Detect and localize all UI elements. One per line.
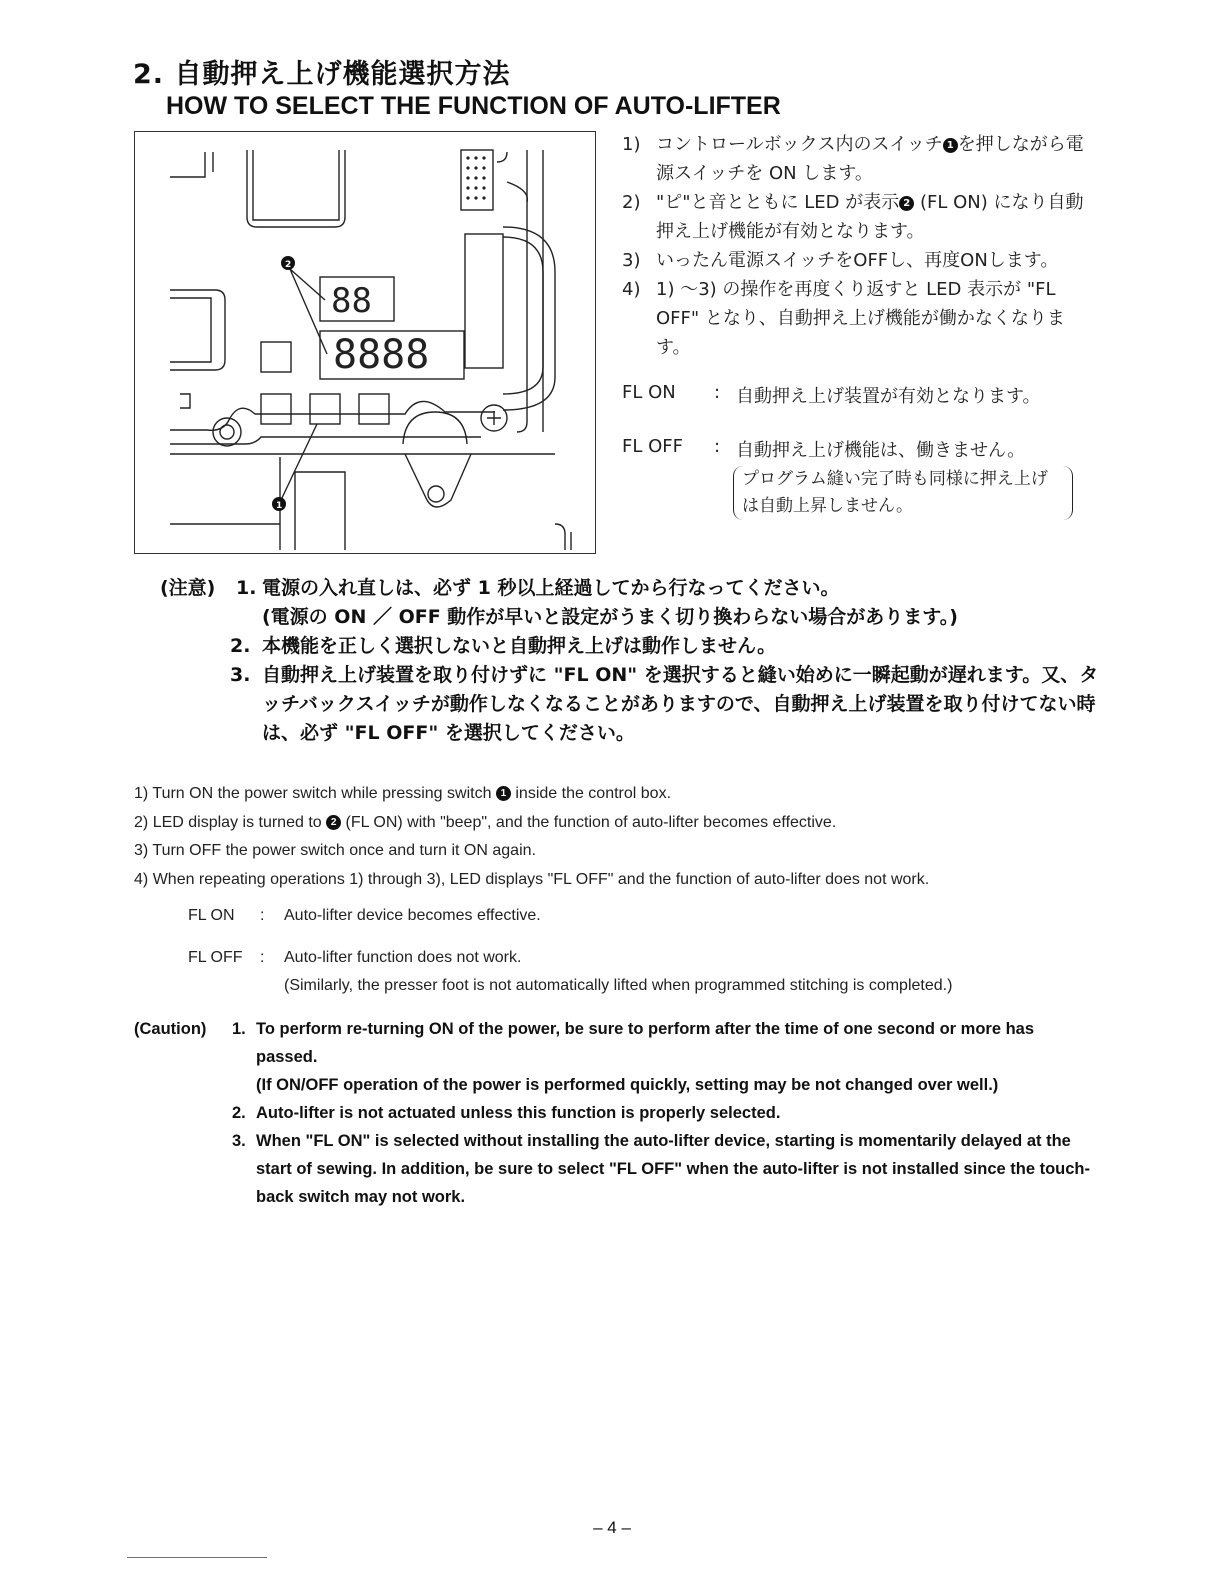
en-fl-off-sep: :	[260, 949, 265, 966]
switch-1-badge: 1	[943, 138, 958, 153]
jp-caution-item: (電源の ON ／ OFF 動作が早いと設定がうまく切り換わらない場合があります。)	[262, 606, 958, 628]
page-title-jp: 2. 自動押え上げ機能選択方法	[133, 59, 511, 90]
jp-step	[622, 246, 1092, 275]
control-box-diagram	[135, 132, 595, 553]
jp-fl-off-key: FL OFF	[622, 436, 683, 457]
jp-step-num: 3)	[622, 250, 641, 271]
en-caution-item: (If ON/OFF operation of the power is performed quickly, setting may be not changed over well.)	[256, 1076, 999, 1094]
page-number: – 4 –	[593, 1518, 631, 1537]
jp-caution-block	[160, 574, 1120, 748]
jp-fl-on-key: FL ON	[622, 382, 676, 403]
en-fl-off-note: (Similarly, the presser foot is not automatically lifted when programmed stitching is completed.)	[284, 977, 953, 994]
en-step: 4) When repeating operations 1) through 3), LED displays "FL OFF" and the function of auto-lifter does not work.	[134, 870, 930, 888]
page-title-en: HOW TO SELECT THE FUNCTION OF AUTO-LIFTER	[166, 92, 781, 120]
jp-fl-on-row	[622, 382, 1092, 408]
jp-fl-on-value: 自動押え上げ装置が有効となります。	[736, 386, 1041, 407]
led-2-badge: 2	[899, 196, 914, 211]
en-caution-item: 3. When "FL ON" is selected without installing the auto-lifter device, starting is momentarily delayed at the start of sewing. In addition, be sure to select "FL OFF" when the auto-lifter is not installed since the touch-back switch may not work.	[232, 1132, 1091, 1206]
en-caution-block	[134, 1015, 1104, 1211]
en-fl-on-key: FL ON	[188, 907, 235, 924]
en-caution-label: (Caution)	[134, 1020, 207, 1038]
jp-steps-list	[622, 130, 1092, 362]
jp-fl-off-sep: :	[714, 436, 721, 457]
footer-divider	[127, 1557, 267, 1558]
jp-caution-item: (注意) 1. 電源の入れ直しは、必ず 1 秒以上経過してから行なってください。	[160, 574, 1120, 603]
jp-step-text: "ピ"と音とともに LED が表示 2 (FL ON) になり自動押え上げ機能が有効となります。	[656, 192, 1084, 242]
jp-fl-off-note: プログラム縫い完了時も同様に押え上げは自動上昇しません。	[733, 466, 1073, 520]
jp-step	[622, 188, 1092, 246]
jp-step-num: 1)	[622, 134, 641, 155]
en-fl-on-value: Auto-lifter device becomes effective.	[284, 907, 541, 924]
svg-text:88: 88	[331, 281, 372, 321]
en-fl-on-row	[188, 902, 1108, 930]
en-step: 3) Turn OFF the power switch once and turn it ON again.	[134, 842, 536, 859]
jp-caution-item: 3. 自動押え上げ装置を取り付けずに "FL ON" を選択すると縫い始めに一瞬起動が遅れます。又、タッチバックスイッチが動作しなくなることがありますので、自動押え上げ装置を取り付けてない時は、必ず "FL OFF" を選択してください。	[230, 664, 1099, 744]
en-fl-on-sep: :	[260, 907, 265, 924]
en-steps-list	[134, 780, 1134, 894]
switch-1-badge: 1	[496, 786, 511, 801]
jp-step-num: 2)	[622, 192, 641, 213]
callout-1-label: 1	[276, 501, 283, 511]
jp-fl-off-row	[622, 436, 1092, 462]
callout-2-label: 2	[285, 260, 292, 270]
en-step: 1) Turn ON the power switch while pressing switch 1 inside the control box.	[134, 785, 672, 802]
jp-fl-off-value: 自動押え上げ機能は、働きません。	[736, 440, 1026, 461]
jp-step	[622, 275, 1092, 362]
jp-step-num: 4)	[622, 279, 641, 300]
en-step: 2) LED display is turned to 2 (FL ON) with "beep", and the function of auto-lifter becomes effective.	[134, 813, 837, 831]
en-fl-off-row	[188, 944, 1108, 1000]
led-2-badge: 2	[326, 815, 341, 830]
en-fl-off-key: FL OFF	[188, 949, 243, 966]
jp-caution-label: (注意)	[160, 577, 216, 599]
svg-text:8888: 8888	[333, 332, 430, 378]
jp-caution-item: 2. 本機能を正しく選択しないと自動押え上げは動作しません。	[230, 635, 777, 657]
en-caution-item: 2. Auto-lifter is not actuated unless this function is properly selected.	[232, 1104, 781, 1122]
jp-step-text: いったん電源スイッチをOFFし、再度ONします。	[656, 250, 1059, 271]
control-box-figure	[134, 131, 596, 554]
jp-step	[622, 130, 1092, 188]
jp-fl-on-sep: :	[714, 382, 721, 403]
en-fl-off-value: Auto-lifter function does not work. (Similarly, the presser foot is not automatically lifted when programmed stitching is completed.)	[284, 949, 953, 994]
en-caution-item: (Caution) 1. To perform re-turning ON of the power, be sure to perform after the time of one second or more has passed.	[134, 1015, 1104, 1071]
jp-step-text: コントロールボックス内のスイッチ 1 を押しながら電源スイッチを ON します。	[656, 134, 1084, 184]
jp-step-text: 1) ～3) の操作を再度くり返すと LED 表示が "FL OFF" となり、自動押え上げ機能が働かなくなります。	[656, 279, 1065, 358]
